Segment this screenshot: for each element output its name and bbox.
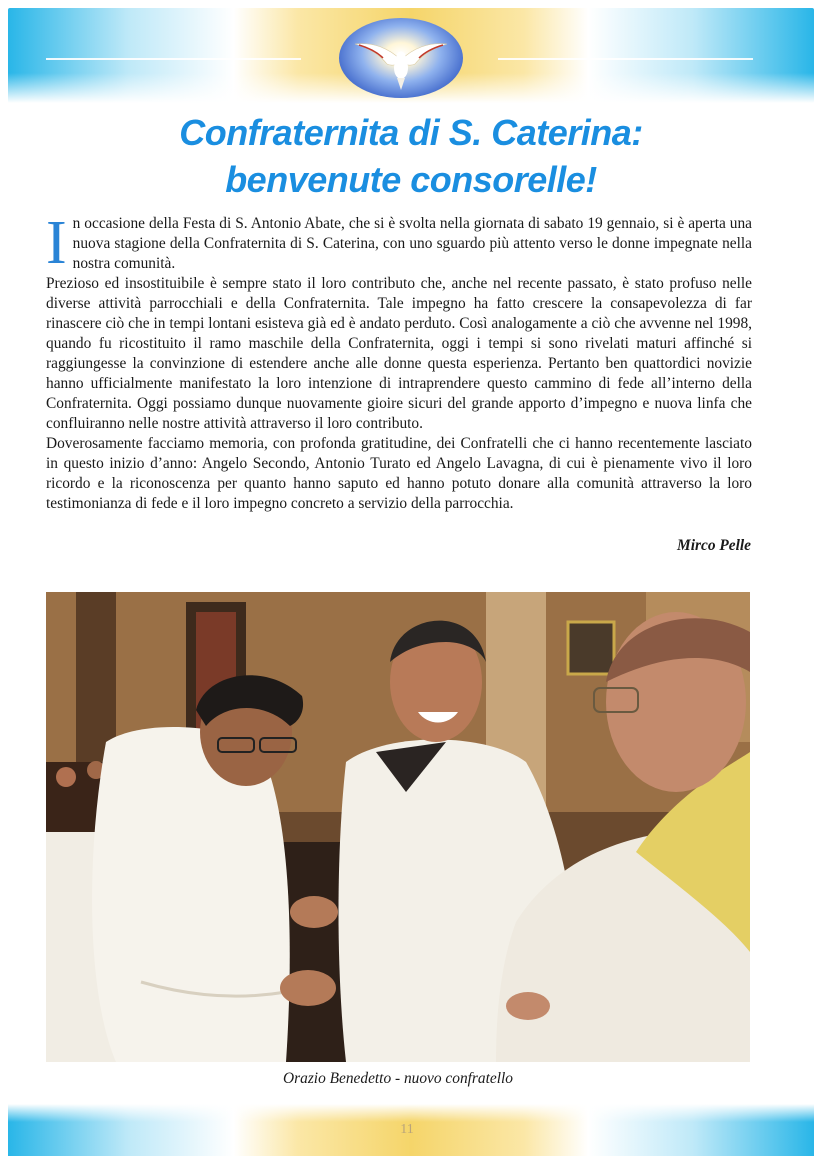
article-paragraph: Doverosamente facciamo memoria, con profonda gratitudine, dei Confratelli che ci hanno recentemente lasciato in questo inizio d’anno: Angelo Secondo, Antonio Turato ed Angelo Lavagna, di cui è pienamente vivo il loro ricordo e la riconoscenza per quanto hanno saputo ed hanno potuto donare alla comunità attraverso la loro testimonianza di fede e il loro impegno concreto a servizio della parrocchia. xyxy=(46,435,752,512)
ceremony-photo xyxy=(46,592,750,1062)
header-rule-right xyxy=(498,58,753,60)
page-title-line-1: Confraternita di S. Caterina: xyxy=(179,112,643,153)
dove-holy-spirit-icon xyxy=(339,18,463,98)
article-paragraph xyxy=(46,209,752,277)
article-paragraph: Prezioso ed insostituibile è sempre stato il loro contributo che, anche nel recente passato, è stato profuso nelle diverse attività parrocchiali e della Confraternita. Tale impegno ha fatto crescere la consapevolezza di far rinascere ciò che in tempi lontani esisteva già ed è andato perduto. Così analogamente a ciò che avvenne nel 1998, quando fu ricostituito il ramo maschile della Confraternita, oggi i tempi si sono rivelati maturi affinché si raggiungesse la convinzione di estendere anche alle donne questa esperienza. Pertanto ben quattordici novizie hanno ufficialmente manifestato la loro intenzione di intraprendere questo cammino di fede all’interno della Confraternita. Oggi possiamo dunque nuovamente gioire sicuri del grande apporto d’impegno e nuova linfa che confluiranno nelle nostre attività attraverso il loro contributo. xyxy=(46,275,752,432)
photo-caption: Orazio Benedetto - nuovo confratello xyxy=(283,1070,513,1087)
drop-cap: I xyxy=(46,209,67,277)
page-title-line-2: benvenute consorelle! xyxy=(225,159,597,200)
page-number: 11 xyxy=(400,1122,414,1137)
paragraph-text: n occasione della Festa di S. Antonio Abate, che si è svolta nella giornata di sabato 19 gennaio, si è aperta una nuova stagione della Confraternita di S. Caterina, con uno sguardo più attento verso le donne impegnate nella nostra comunità. xyxy=(72,215,752,272)
header-rule-left xyxy=(46,58,301,60)
article-author: Mirco Pelle xyxy=(677,537,751,554)
article-body xyxy=(46,209,752,514)
